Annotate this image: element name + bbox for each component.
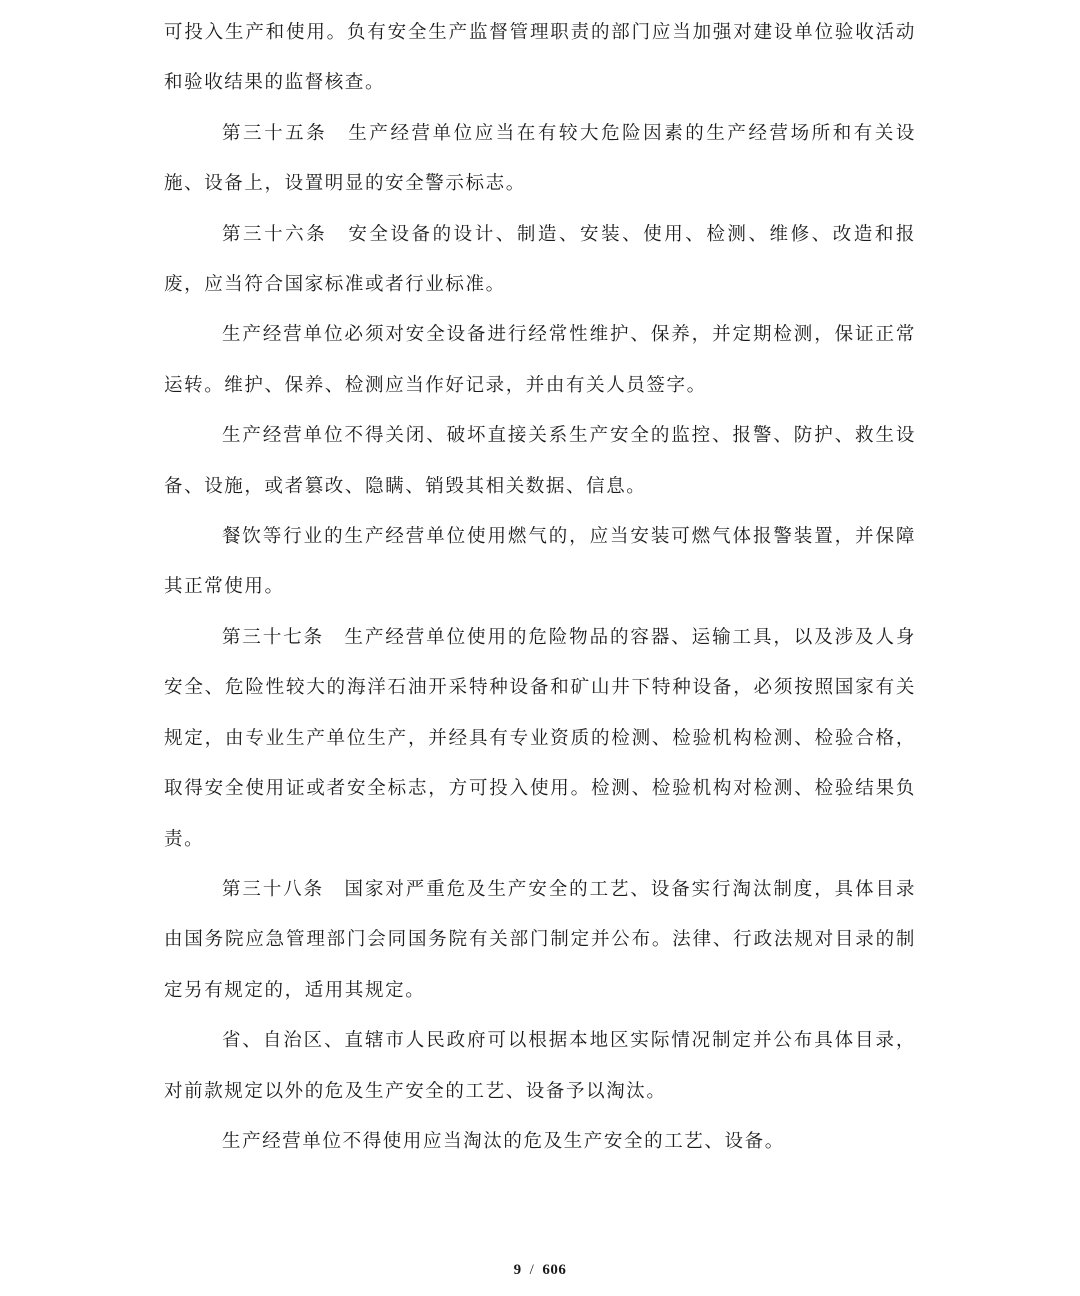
paragraph: 省、自治区、直辖市人民政府可以根据本地区实际情况制定并公布具体目录，对前款规定以外的危及生产安全的工艺、设备予以淘汰。 bbox=[164, 1030, 916, 1102]
paragraph-article-36: 第三十六条 安全设备的设计、制造、安装、使用、检测、维修、改造和报废，应当符合国家标准或者行业标准。 bbox=[164, 223, 916, 296]
document-body bbox=[164, 8, 916, 1167]
paragraph-article-38: 第三十八条 国家对严重危及生产安全的工艺、设备实行淘汰制度，具体目录由国务院应急管理部门会同国务院有关部门制定并公布。法律、行政法规对目录的制定另有规定的，适用其规定。 bbox=[164, 878, 916, 1001]
paragraph: 生产经营单位不得关闭、破坏直接关系生产安全的监控、报警、防护、救生设备、设施，或者篡改、隐瞒、销毁其相关数据、信息。 bbox=[164, 425, 916, 497]
paragraph: 可投入生产和使用。负有安全生产监督管理职责的部门应当加强对建设单位验收活动和验收结果的监督核查。 bbox=[164, 22, 916, 94]
paragraph-article-37: 第三十七条 生产经营单位使用的危险物品的容器、运输工具，以及涉及人身安全、危险性较大的海洋石油开采特种设备和矿山井下特种设备，必须按照国家有关规定，由专业生产单位生产，并经具有专业资质的检测、检验机构检测、检验合格，取得安全使用证或者安全标志，方可投入使用。检测、检验机构对检测、检验结果负责。 bbox=[164, 626, 916, 850]
page-number bbox=[0, 1262, 1080, 1279]
total-page-count: 606 bbox=[542, 1262, 567, 1278]
paragraph: 生产经营单位不得使用应当淘汰的危及生产安全的工艺、设备。 bbox=[222, 1130, 785, 1152]
current-page-number: 9 bbox=[513, 1262, 522, 1278]
paragraph: 餐饮等行业的生产经营单位使用燃气的，应当安装可燃气体报警装置，并保障其正常使用。 bbox=[164, 526, 916, 598]
paragraph-article-35: 第三十五条 生产经营单位应当在有较大危险因素的生产经营场所和有关设施、设备上，设置明显的安全警示标志。 bbox=[164, 122, 916, 195]
paragraph: 生产经营单位必须对安全设备进行经常性维护、保养，并定期检测，保证正常运转。维护、保养、检测应当作好记录，并由有关人员签字。 bbox=[164, 324, 916, 396]
page-separator: / bbox=[529, 1262, 535, 1278]
